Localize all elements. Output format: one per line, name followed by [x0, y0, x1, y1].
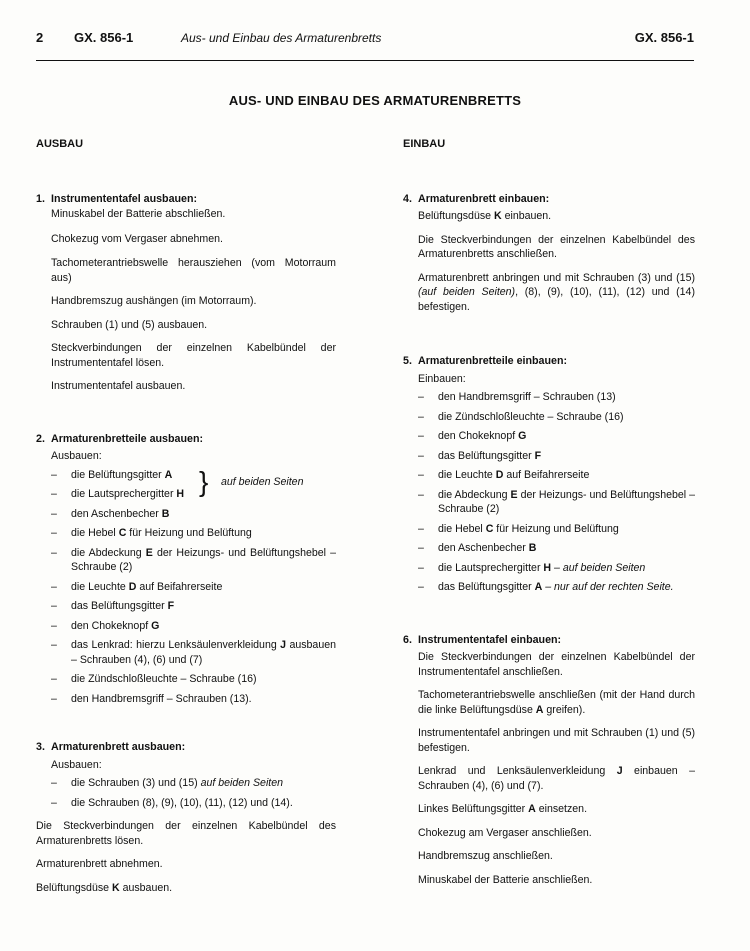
list-item: – die Hebel C für Heizung und Belüftung — [51, 527, 252, 539]
page-header — [36, 30, 694, 52]
section-number: 6. — [403, 633, 412, 646]
step-text: Armaturenbrett anbringen und mit Schrauben (3) und (15) (auf beiden Seiten), (8), (9), (10), (11), (12) und (14) befestigen. — [418, 271, 695, 313]
step-text: Schrauben (1) und (5) ausbauen. — [51, 318, 208, 331]
section-title-text: Instrumententafel einbauen: — [418, 633, 562, 646]
step-text: Die Steckverbindungen der einzelnen Kabelbündel der Instrumententafel anschließen. — [418, 651, 695, 678]
list-item: – das Belüftungsgitter A – nur auf der rechten Seite. — [418, 581, 674, 593]
list-item: – die Hebel C für Heizung und Belüftung — [418, 522, 619, 535]
list-item: – die Zündschloßleuchte – Schraube (16) — [51, 673, 257, 685]
step-text: Armaturenbrett abnehmen. — [36, 858, 163, 870]
list-item: – die Lautsprechergitter H — [51, 488, 185, 500]
section-number: 5. — [403, 355, 412, 367]
section-3 — [36, 740, 336, 895]
list-item: – die Schrauben (8), (9), (10), (11), (12) und (14). — [51, 796, 293, 809]
list-item: – die Belüftungsgitter A } auf beiden Seiten — [51, 465, 304, 497]
step-text: Tachometerantriebswelle herausziehen (vom Motorraum aus) — [51, 257, 336, 284]
list-item: – das Belüftungsgitter F — [51, 600, 175, 612]
section-6 — [403, 633, 695, 888]
section-number: 3. — [36, 741, 45, 753]
brace-note: auf beiden Seiten — [221, 475, 304, 488]
list-item: – die Leuchte D auf Beifahrerseite — [51, 580, 223, 593]
section-number: 1. — [36, 192, 45, 205]
list-item: – den Chokeknopf G — [51, 619, 160, 632]
step-text: Instrumententafel ausbauen. — [51, 380, 186, 392]
document-code: GX. 856-1 — [74, 30, 134, 45]
section-1-title — [36, 192, 336, 207]
step-text: Instrumententafel anbringen und mit Schrauben (1) und (5) befestigen. — [418, 727, 695, 754]
section-1 — [36, 192, 336, 394]
step-text: Steckverbindungen der einzelnen Kabelbündel der Instrumententafel lösen. — [51, 342, 336, 369]
section-title-text: Armaturenbretteile einbauen: — [418, 355, 568, 367]
list-item: – die Zündschloßleuchte – Schraube (16) — [418, 410, 624, 423]
ausbau-heading: AUSBAU — [36, 138, 84, 150]
section-2 — [36, 432, 336, 707]
step-text: Belüftungsdüse K einbauen. — [418, 210, 552, 222]
step-text: Chokezug am Vergaser anschließen. — [418, 826, 592, 839]
ausbau-column — [36, 137, 336, 895]
list-item: – das Belüftungsgitter F — [418, 449, 542, 462]
list-lead: Ausbauen: — [51, 758, 102, 771]
list-item: – die Abdeckung E der Heizungs- und Belüftungshebel – Schraube (2) — [418, 488, 695, 515]
list-item: – den Handbremsgriff – Schrauben (13) — [418, 391, 616, 403]
list-item: – die Lautsprechergitter H – auf beiden Seiten — [418, 561, 646, 574]
step-text: Handbremszug aushängen (im Motorraum). — [51, 295, 257, 307]
section-6-title — [403, 633, 695, 648]
section-3-title — [36, 740, 336, 755]
einbau-heading: EINBAU — [403, 138, 446, 150]
list-item: – das Lenkrad: hierzu Lenksäulenverkleidung J ausbauen – Schrauben (4), (6) und (7) — [51, 639, 336, 666]
section-4-title — [403, 192, 695, 207]
section-number: 4. — [403, 192, 412, 205]
section-title-text: Armaturenbrett einbauen: — [418, 192, 550, 205]
step-text: Die Steckverbindungen der einzelnen Kabelbündel des Armaturenbretts lösen. — [36, 820, 336, 847]
header-title: Aus- und Einbau des Armaturenbretts — [181, 31, 382, 45]
document-title: AUS- UND EINBAU DES ARMATURENBRETTS — [228, 93, 522, 108]
list-item: – die Abdeckung E der Heizungs- und Belüftungshebel – Schraube (2) — [51, 546, 336, 573]
section-number: 2. — [36, 432, 45, 445]
list-item: – den Handbremsgriff – Schrauben (13). — [51, 692, 252, 705]
header-rule — [36, 60, 694, 61]
list-item: – den Chokeknopf G — [418, 430, 527, 442]
section-title-text: Armaturenbretteile ausbauen: — [51, 432, 204, 445]
list-item: – den Aschenbecher B — [51, 507, 170, 520]
section-5-title — [403, 354, 695, 369]
list-item: – die Leuchte D auf Beifahrerseite — [418, 469, 590, 481]
list-lead: Ausbauen: — [51, 450, 102, 462]
step-text: Die Steckverbindungen der einzelnen Kabelbündel des Armaturenbretts anschließen. — [418, 233, 695, 260]
section-5 — [403, 354, 695, 595]
page-number: 2 — [36, 30, 44, 45]
list-item: – die Schrauben (3) und (15) auf beiden Seiten — [51, 777, 284, 789]
section-title-text: Instrumententafel ausbauen: — [51, 192, 198, 205]
section-4 — [403, 192, 695, 315]
list-item: – den Aschenbecher B — [418, 542, 537, 554]
step-text: Minuskabel der Batterie abschließen. — [51, 208, 226, 220]
section-title-text: Armaturenbrett ausbauen: — [51, 741, 186, 753]
list-lead: Einbauen: — [418, 372, 466, 385]
document-code-right: GX. 856-1 — [634, 30, 694, 45]
step-text: Belüftungsdüse K ausbauen. — [36, 881, 173, 894]
einbau-column — [403, 137, 695, 887]
step-text: Handbremszug anschließen. — [418, 850, 553, 862]
brace: } — [199, 465, 209, 497]
step-text: Chokezug vom Vergaser abnehmen. — [51, 232, 223, 245]
section-2-title — [36, 432, 336, 447]
step-text: Minuskabel der Batterie anschließen. — [418, 873, 593, 886]
step-text: Tachometerantriebswelle anschließen (mit der Hand durch die linke Belüftungsdüse A greifen). — [418, 689, 695, 716]
step-text: Lenkrad und Lenksäulenverkleidung J einbauen – Schrauben (4), (6) und (7). — [418, 765, 695, 792]
step-text: Linkes Belüftungsgitter A einsetzen. — [418, 803, 588, 815]
